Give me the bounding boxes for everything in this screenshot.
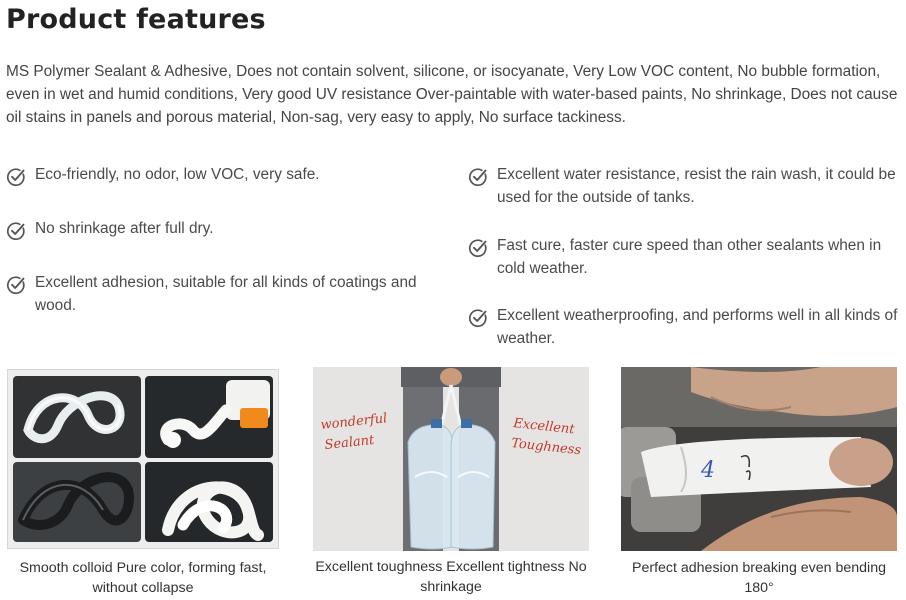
feature-item (6, 163, 446, 187)
feature-item (6, 271, 446, 317)
handwriting-mark: 4 (701, 458, 715, 483)
image-caption: Smooth colloid Pure color, forming fast, without collapse (19, 560, 267, 596)
feature-item (468, 234, 900, 280)
overlay-text: Sealant (323, 432, 376, 453)
feature-text: Eco-friendly, no odor, low VOC, very safe. (35, 166, 320, 183)
feature-text: Excellent water resistance, resist the rain wash, it could be used for the outside of tanks. (497, 166, 896, 206)
overlay-text: wonderful (319, 411, 388, 433)
feature-list-right (468, 163, 900, 350)
image-caption: Perfect adhesion breaking even bending 180° (632, 560, 886, 596)
feature-text: No shrinkage after full dry. (35, 220, 214, 237)
image-caption: Excellent toughness Excellent tightness No shrinkage (315, 559, 587, 595)
check-circle-icon (6, 275, 26, 295)
feature-text: Fast cure, faster cure speed than other sealants when in cold weather. (497, 237, 882, 277)
sealant-knots-image (7, 369, 279, 549)
check-circle-icon (468, 308, 488, 328)
feature-text: Excellent adhesion, suitable for all kinds of coatings and wood. (35, 274, 417, 314)
feature-list-left (6, 163, 446, 347)
feature-text: Excellent weatherproofing, and performs well in all kinds of weather. (497, 307, 898, 347)
check-circle-icon (6, 221, 26, 241)
intro-paragraph: MS Polymer Sealant & Adhesive, Does not contain solvent, silicone, or isocyanate, Very Low VOC content, No bubble formation, even in wet and humid conditions, Very good UV resistance Over-paintable with water-based paints, No shrinkage, Does not cause oil stains in panels and porous material, Non-sag, very easy to apply, No surface tackiness. (6, 63, 898, 126)
feature-item (6, 217, 446, 241)
adhesion-test-image (621, 367, 897, 551)
overlay-text: Excellent (512, 416, 576, 438)
check-circle-icon (6, 167, 26, 187)
page-title: Product features (6, 4, 266, 35)
toughness-test-image (313, 367, 589, 551)
check-circle-icon (468, 238, 488, 258)
overlay-text: Toughness (510, 436, 582, 459)
check-circle-icon (468, 167, 488, 187)
feature-item (468, 304, 900, 350)
feature-item (468, 163, 900, 209)
